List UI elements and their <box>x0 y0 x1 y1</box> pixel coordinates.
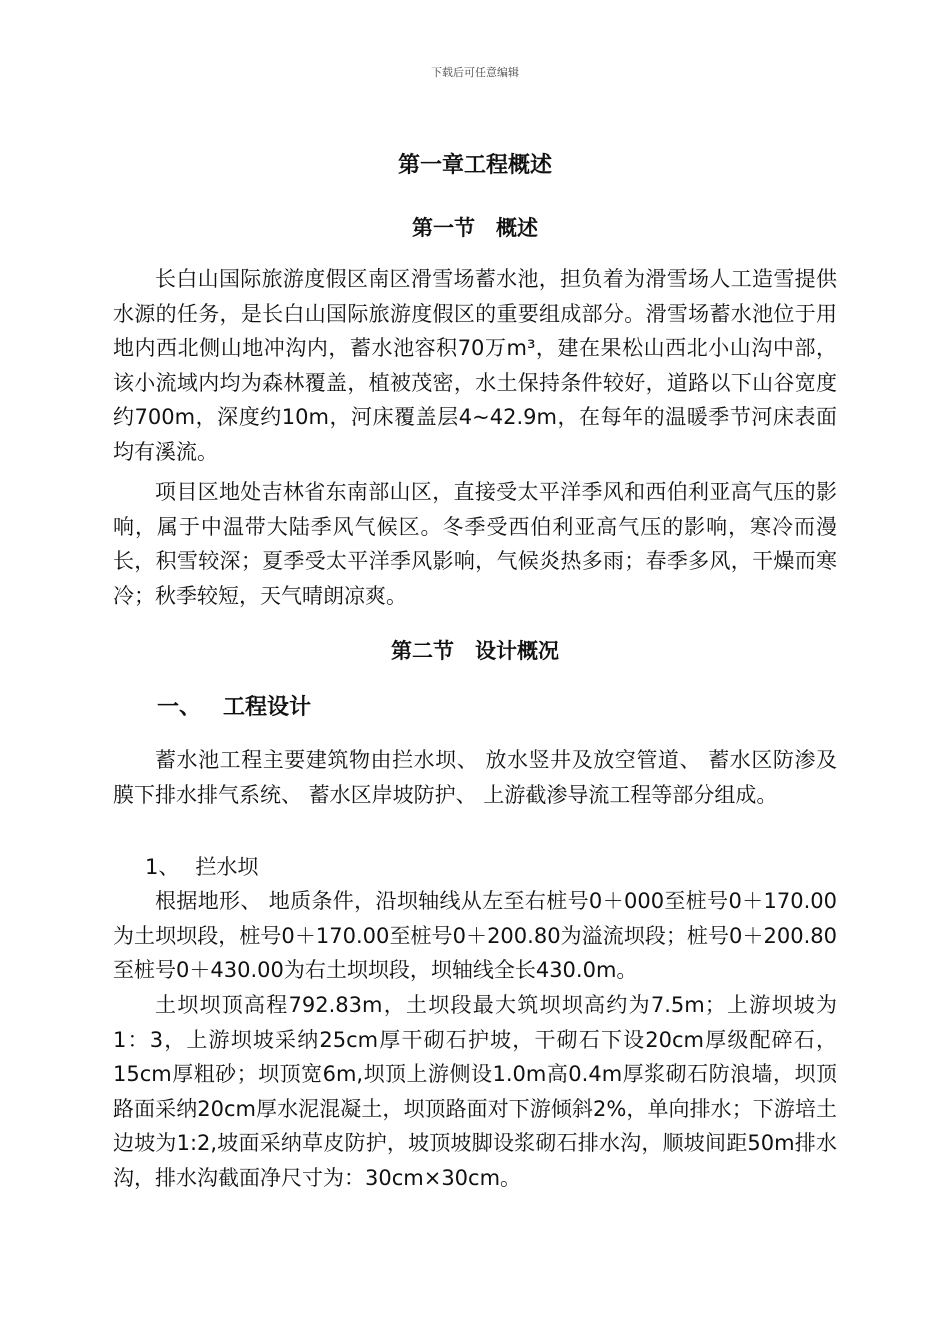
page-header: 下载后可任意编辑 <box>431 66 519 79</box>
item-heading-dam <box>145 851 258 881</box>
section2-title: 第二节 设计概况 <box>391 639 559 663</box>
chapter-title: 第一章工程概述 <box>397 153 552 178</box>
dam-paragraph-1: 根据地形、 地质条件，沿坝轴线从左至右桩号0＋000至桩号0＋170.00为土坝坝段，桩号0＋170.00至桩号0＋200.80为溢流坝段；桩号0＋200.80至桩号0＋430.00为右土坝坝段，坝轴线全长430.0m。 <box>113 889 837 982</box>
section1-paragraph-2: 项目区地处吉林省东南部山区，直接受太平洋季风和西伯利亚高气压的影响，属于中温带大陆季风气候区。冬季受西伯利亚高气压的影响，寒冷而漫长，积雪较深；夏季受太平洋季风影响，气候炎热多雨；春季多风，干燥而寒冷；秋季较短，天气晴朗凉爽。 <box>113 480 837 608</box>
item-label: 拦水坝 <box>195 855 259 879</box>
subheading-engineering-design <box>157 690 311 721</box>
subheading-label: 工程设计 <box>223 695 312 720</box>
subheading-number: 一、 <box>157 695 202 720</box>
section2-intro-paragraph: 蓄水池工程主要建筑物由拦水坝、 放水竖井及放空管道、 蓄水区防渗及膜下排水排气系统、 蓄水区岸坡防护、 上游截渗导流工程等部分组成。 <box>113 748 837 807</box>
dam-paragraph-2: 土坝坝顶高程792.83m，土坝段最大筑坝坝高约为7.5m；上游坝坡为1：3，上游坝坡采纳25cm厚干砌石护坡，干砌石下设20cm厚级配碎石，15cm厚粗砂；坝顶宽6m,坝顶上游侧设1.0m高0.4m厚浆砌石防浪墙，坝顶路面采纳20cm厚水泥混凝土，坝顶路面对下游倾斜2%，单向排水；下游培土边坡为1:2,坡面采纳草皮防护，坡顶坡脚设浆砌石排水沟，顺坡间距50m排水沟，排水沟截面净尺寸为：30cm×30cm。 <box>113 993 837 1190</box>
section1-paragraph-1: 长白山国际旅游度假区南区滑雪场蓄水池，担负着为滑雪场人工造雪提供水源的任务，是长白山国际旅游度假区的重要组成部分。滑雪场蓄水池位于用地内西北侧山地冲沟内，蓄水池容积70万m³，建在果松山西北小山沟中部，该小流域内均为森林覆盖，植被茂密，水土保持条件较好，道路以下山谷宽度约700m，深度约10m，河床覆盖层4~42.9m，在每年的温暖季节河床表面均有溪流。 <box>113 267 837 464</box>
section1-title: 第一节 概述 <box>412 216 538 240</box>
item-number: 1、 <box>145 855 180 879</box>
